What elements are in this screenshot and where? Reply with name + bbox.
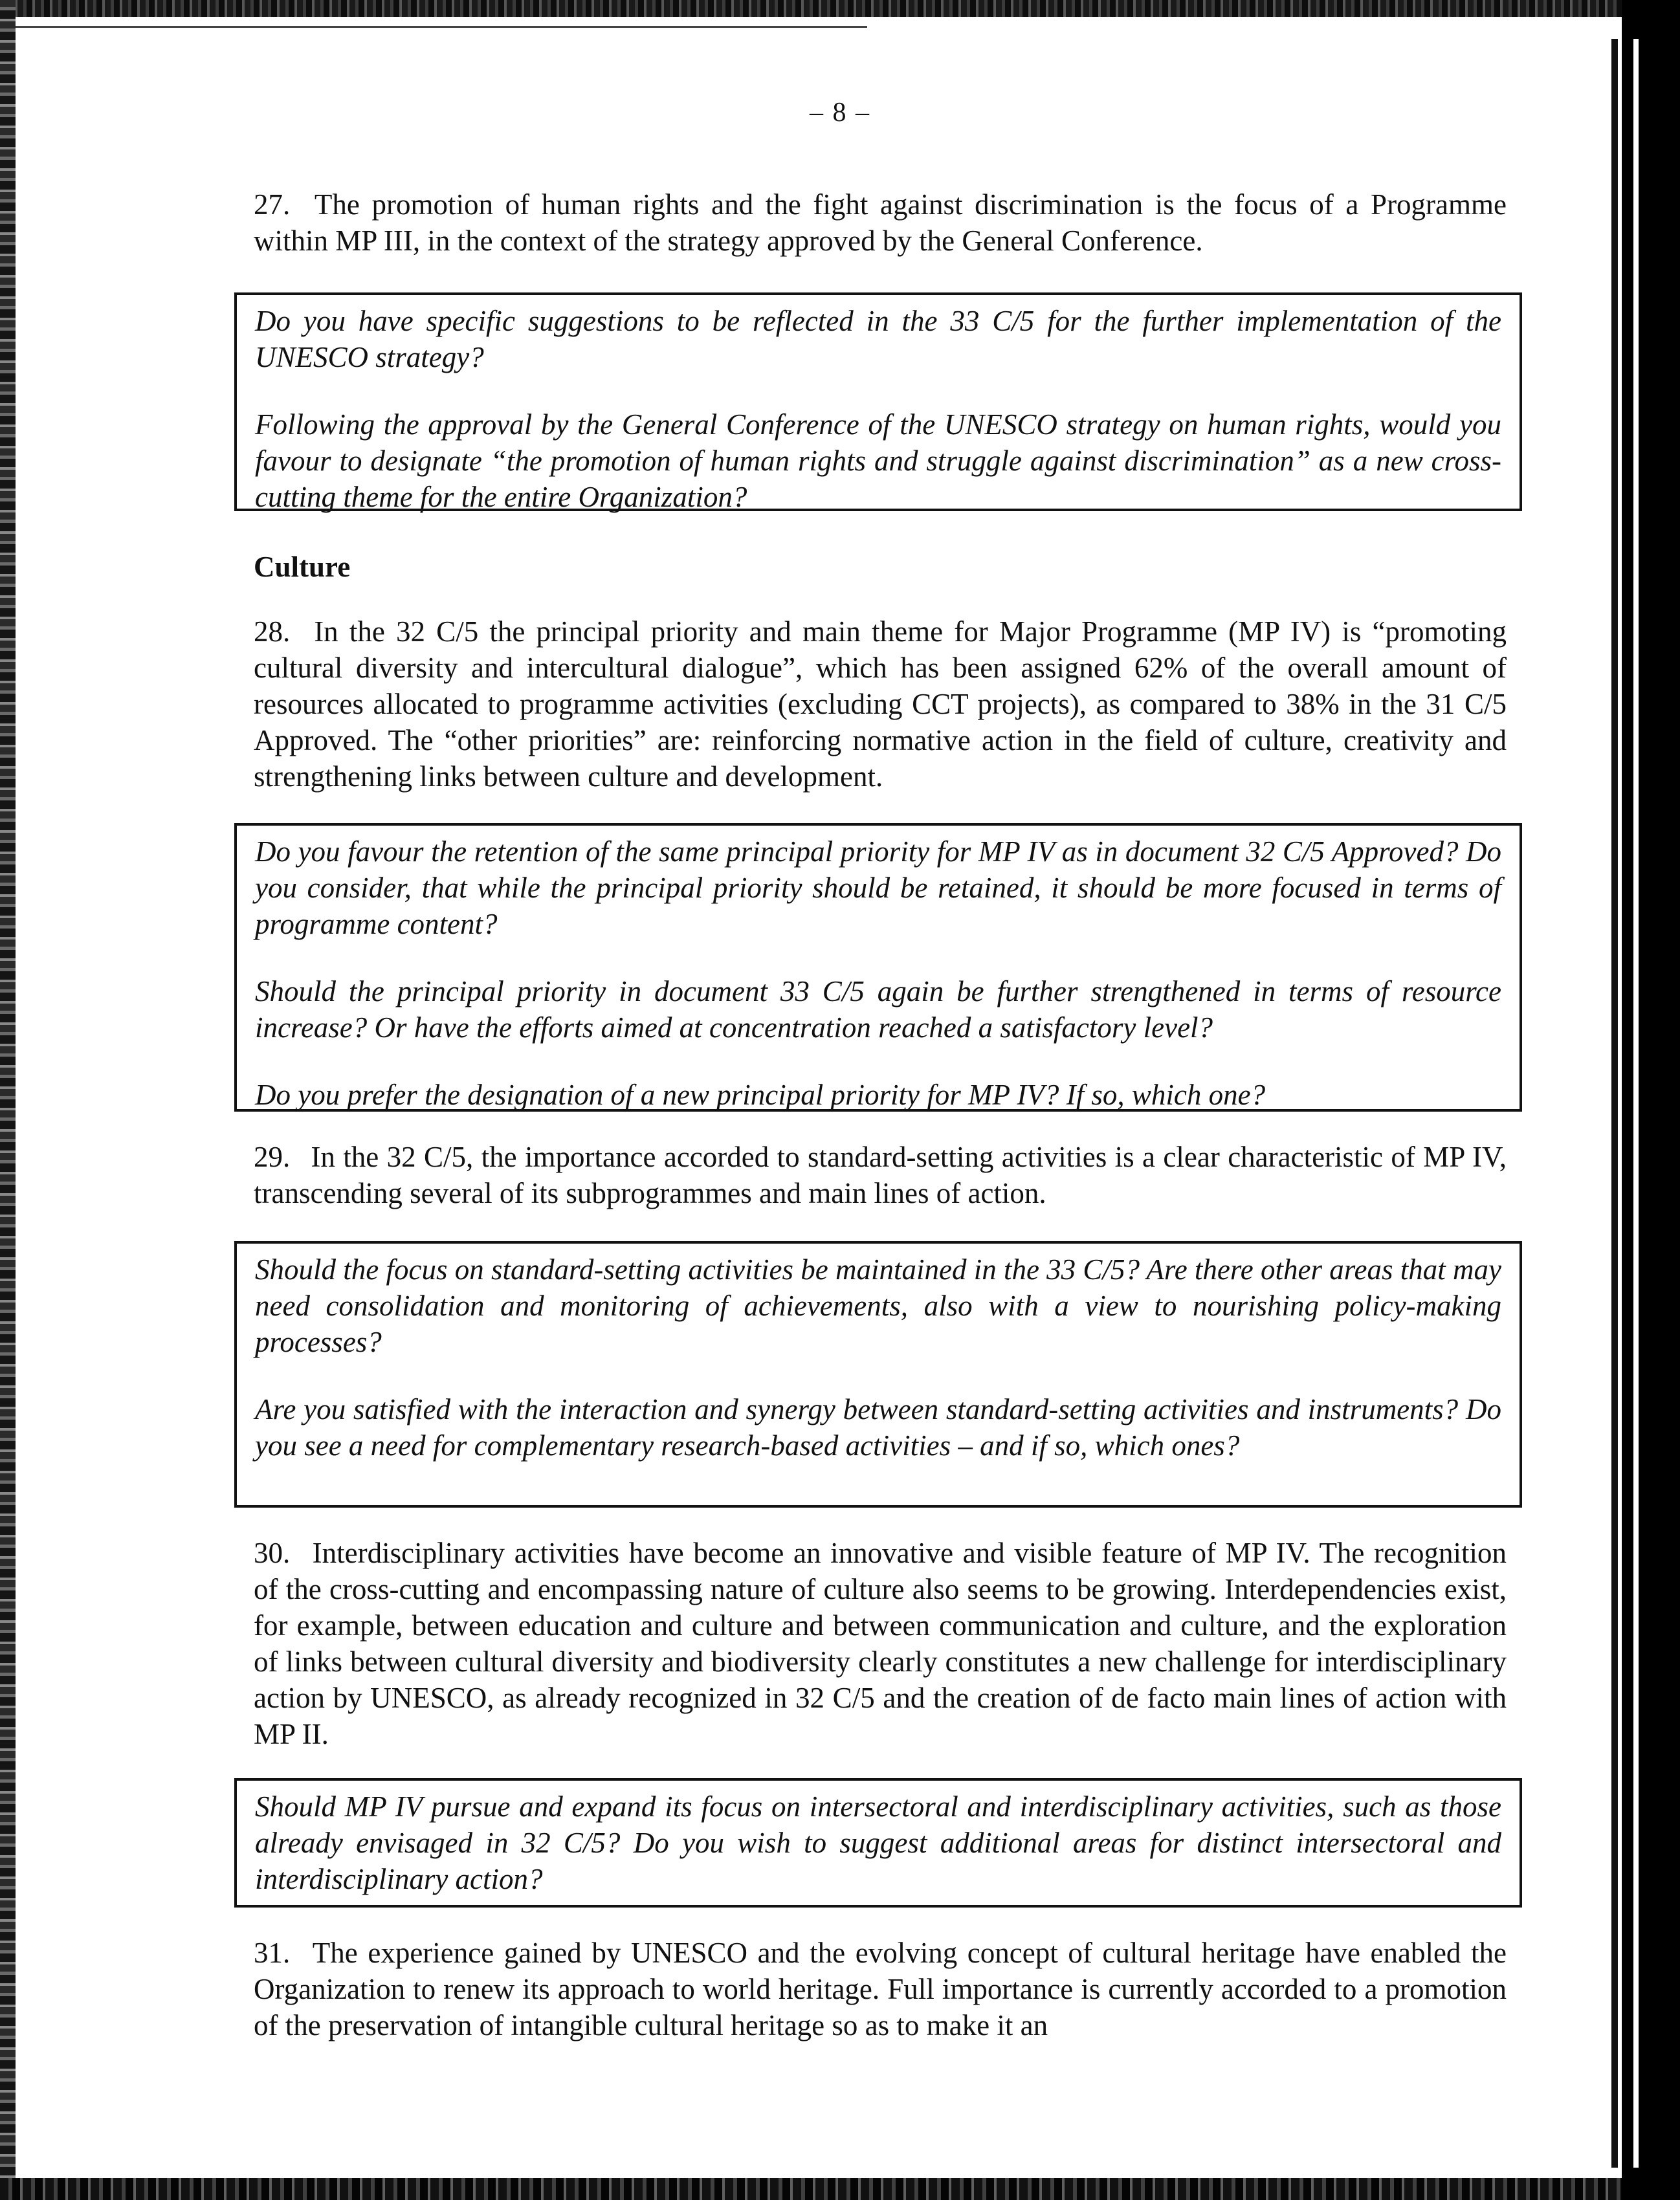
scan-rule xyxy=(1611,39,1618,2168)
question-box-standard-setting xyxy=(234,1241,1522,1508)
scan-edge-left xyxy=(0,0,16,2200)
question-box-interdisciplinary xyxy=(234,1778,1522,1908)
scan-edge-right xyxy=(1622,0,1680,2200)
scan-edge-top xyxy=(0,0,1680,17)
question-text: Do you favour the retention of the same principal priority for MP IV as in document 32 C/5 Approved? Do you consider, that while the principal priority should be retained, it should be more focused in terms of programme content? xyxy=(255,835,1501,940)
question-text: Are you satisfied with the interaction and synergy between standard-setting activities and instruments? Do you see a need for complementary research-based activities – and if so, which ones? xyxy=(255,1393,1501,1462)
scan-gap xyxy=(1633,39,1639,2168)
paragraph-28 xyxy=(254,613,1507,795)
scan-edge-bottom xyxy=(0,2178,1680,2200)
paragraph-text: The promotion of human rights and the fight against discrimination is the focus of a Programme within MP III, in the context of the strategy approved by the General Conference. xyxy=(254,188,1507,257)
scan-line xyxy=(0,26,867,28)
question-text: Should MP IV pursue and expand its focus on intersectoral and interdisciplinary activities, such as those already envisaged in 32 C/5? Do you wish to suggest additional areas for distinct intersectoral and interdisciplinary action? xyxy=(255,1790,1501,1895)
paragraph-30 xyxy=(254,1535,1507,1752)
paragraph-number: 30. xyxy=(254,1537,291,1569)
question-box-principal-priority xyxy=(234,823,1522,1112)
question-text: Do you have specific suggestions to be reflected in the 33 C/5 for the further implementation of the UNESCO strategy? xyxy=(255,305,1501,373)
paragraph-number: 28. xyxy=(254,615,291,648)
question-text: Should the principal priority in document 33 C/5 again be further strengthened in terms of resource increase? Or have the efforts aimed at concentration reached a satisfactory level? xyxy=(255,975,1501,1044)
question-box-human-rights xyxy=(234,292,1522,511)
paragraph-31 xyxy=(254,1935,1507,2043)
paragraph-29 xyxy=(254,1139,1507,1211)
page-number: – 8 – xyxy=(810,98,870,127)
paragraph-text: Interdisciplinary activities have become an innovative and visible feature of MP IV. The recognition of the cross-cutting and encompassing nature of culture also seems to be growing. Interdependencies exist, for example, between education and culture and between communication and culture, and the exploration of links between cultural diversity and biodiversity clearly constitutes a new challenge for interdisciplinary action by UNESCO, as already recognized in 32 C/5 and the creation of de facto main lines of action with MP II. xyxy=(254,1537,1507,1750)
paragraph-text: The experience gained by UNESCO and the evolving concept of cultural heritage have enabled the Organization to renew its approach to world heritage. Full importance is currently accorded to a promotion of the preservation of intangible cultural heritage so as to make it an xyxy=(254,1937,1507,2041)
question-text: Following the approval by the General Conference of the UNESCO strategy on human rights, would you favour to designate “the promotion of human rights and struggle against discrimination” as a new cross-cutting theme for the entire Organization? xyxy=(255,408,1501,513)
paragraph-27 xyxy=(254,186,1507,259)
section-heading-block xyxy=(254,549,1507,585)
paragraph-number: 29. xyxy=(254,1141,291,1173)
paragraph-number: 31. xyxy=(254,1937,291,1969)
paragraph-number: 27. xyxy=(254,188,291,221)
paragraph-text: In the 32 C/5, the importance accorded to standard-setting activities is a clear characteristic of MP IV, transcending several of its subprogrammes and main lines of action. xyxy=(254,1141,1507,1209)
question-text: Do you prefer the designation of a new principal priority for MP IV? If so, which one? xyxy=(255,1079,1266,1111)
paragraph-text: In the 32 C/5 the principal priority and main theme for Major Programme (MP IV) is “promoting cultural diversity and intercultural dialogue”, which has been assigned 62% of the overall amount of resources allocated to programme activities (excluding CCT projects), as compared to 38% in the 31 C/5 Approved. The “other priorities” are: reinforcing normative action in the field of culture, creativity and strengthening links between culture and development. xyxy=(254,615,1507,793)
section-heading: Culture xyxy=(254,551,351,583)
question-text: Should the focus on standard-setting activities be maintained in the 33 C/5? Are there other areas that may need consolidation and monitoring of achievements, also with a view to nourishing policy-making processes? xyxy=(255,1253,1502,1358)
